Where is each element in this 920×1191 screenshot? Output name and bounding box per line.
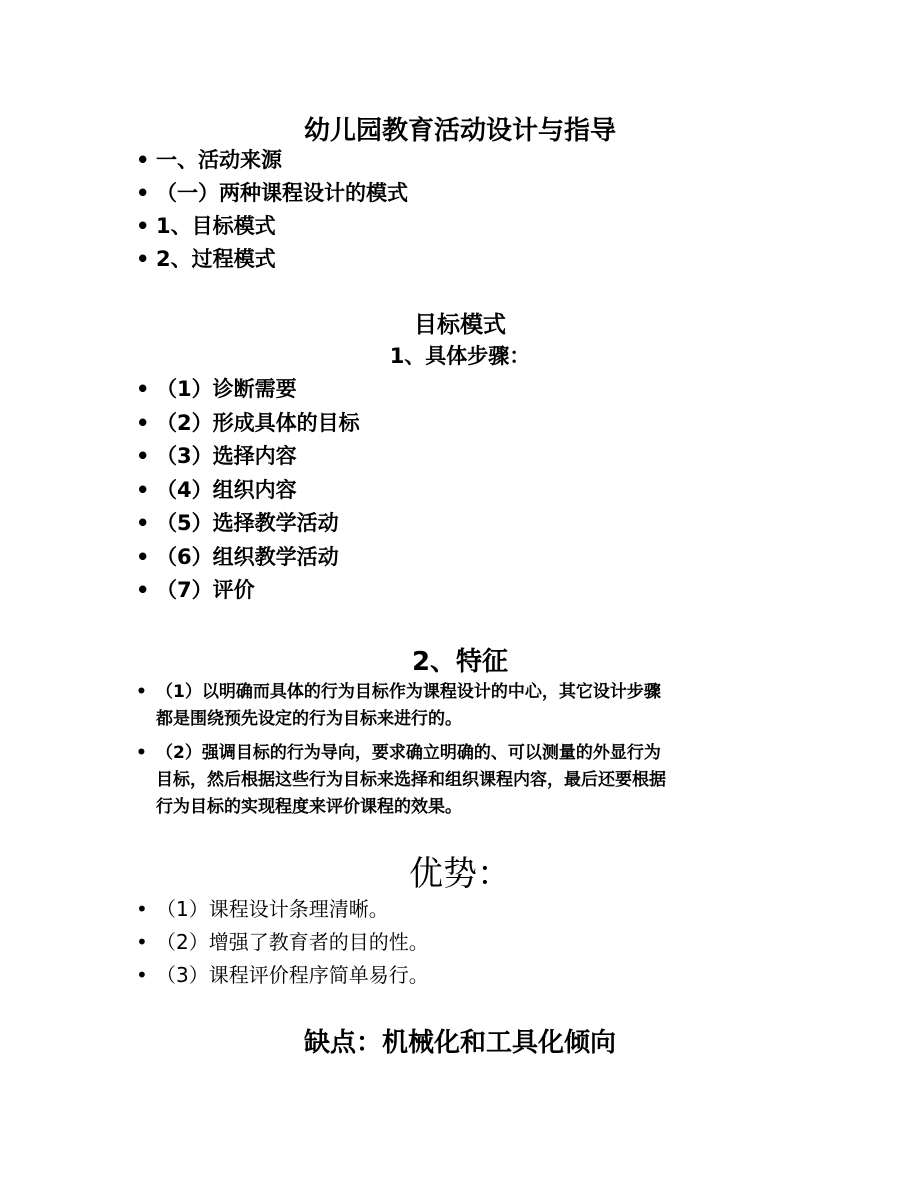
list-item-text: （6）组织教学活动 <box>156 544 339 569</box>
section-heading-advantages: 优势： <box>409 854 511 894</box>
bullet-icon: • <box>136 743 147 763</box>
list-item-text: （5）选择教学活动 <box>156 511 339 535</box>
list-item <box>136 243 408 276</box>
bullet-icon: • <box>136 247 150 271</box>
bullet-icon: • <box>136 511 150 535</box>
list-item-text: 1、目标模式 <box>156 214 276 238</box>
bullet-icon: • <box>136 477 150 502</box>
list-item <box>136 959 429 992</box>
paragraph-line: 都是围绕预先设定的行为目标来进行的。 <box>156 709 462 729</box>
advantages-list <box>136 893 429 992</box>
list-item <box>136 373 360 407</box>
list-item <box>136 440 360 474</box>
list-item-text: （2）增强了教育者的目的性。 <box>156 930 429 954</box>
list-item <box>136 210 408 243</box>
list-item-text: 2、过程模式 <box>156 247 276 271</box>
section-heading-goal-model: 目标模式 <box>414 312 506 338</box>
list-item-text: （2）形成具体的目标 <box>156 410 360 435</box>
page-title: 幼儿园教育活动设计与指导 <box>303 116 616 146</box>
bullet-icon: • <box>136 148 150 172</box>
list-item <box>136 574 360 608</box>
bullet-icon: • <box>136 444 150 468</box>
bullet-icon: • <box>136 578 150 602</box>
paragraph-line: 行为目标的实现程度来评价课程的效果。 <box>156 797 462 817</box>
list-item <box>136 144 408 177</box>
bullet-icon: • <box>136 963 148 987</box>
bullet-icon: • <box>136 214 150 238</box>
list-item-text: （3）选择内容 <box>156 444 297 468</box>
list-item-text: 一、活动来源 <box>156 148 282 172</box>
list-item <box>136 893 429 926</box>
paragraph-line: （1）以明确而具体的行为目标作为课程设计的中心，其它设计步骤 <box>156 682 661 702</box>
list-item-text: （1）诊断需要 <box>156 377 297 401</box>
list-item <box>136 679 816 733</box>
section-heading-features: 2、特征 <box>411 647 509 677</box>
list-item <box>136 740 816 821</box>
bullet-icon: • <box>136 930 148 954</box>
list-item <box>136 541 360 575</box>
section-subheading-steps: 1、具体步骤： <box>389 344 531 368</box>
bullet-icon: • <box>136 897 148 921</box>
list-item <box>136 177 408 210</box>
list-item-text: （1）课程设计条理清晰。 <box>156 897 389 921</box>
list-item-text: （一）两种课程设计的模式 <box>156 181 408 205</box>
paragraph-line: 目标，然后根据这些行为目标来选择和组织课程内容，最后还要根据 <box>156 770 666 790</box>
list-item <box>136 474 360 508</box>
list-item <box>136 926 429 959</box>
list-item <box>136 507 360 541</box>
section-heading-disadvantages: 缺点：机械化和工具化倾向 <box>303 1028 616 1058</box>
paragraph-line: （2）强调目标的行为导向，要求确立明确的、可以测量的外显行为 <box>156 743 661 763</box>
list-item-text: （3）课程评价程序简单易行。 <box>156 963 429 987</box>
intro-list <box>136 144 408 276</box>
bullet-icon: • <box>136 181 150 205</box>
list-item <box>136 407 360 441</box>
features-list <box>136 679 816 828</box>
bullet-icon: • <box>136 410 150 435</box>
bullet-icon: • <box>136 682 147 702</box>
bullet-icon: • <box>136 377 150 401</box>
bullet-icon: • <box>136 544 150 569</box>
list-item-text: （4）组织内容 <box>156 477 297 502</box>
steps-list <box>136 373 360 608</box>
list-item-text: （7）评价 <box>156 578 255 602</box>
